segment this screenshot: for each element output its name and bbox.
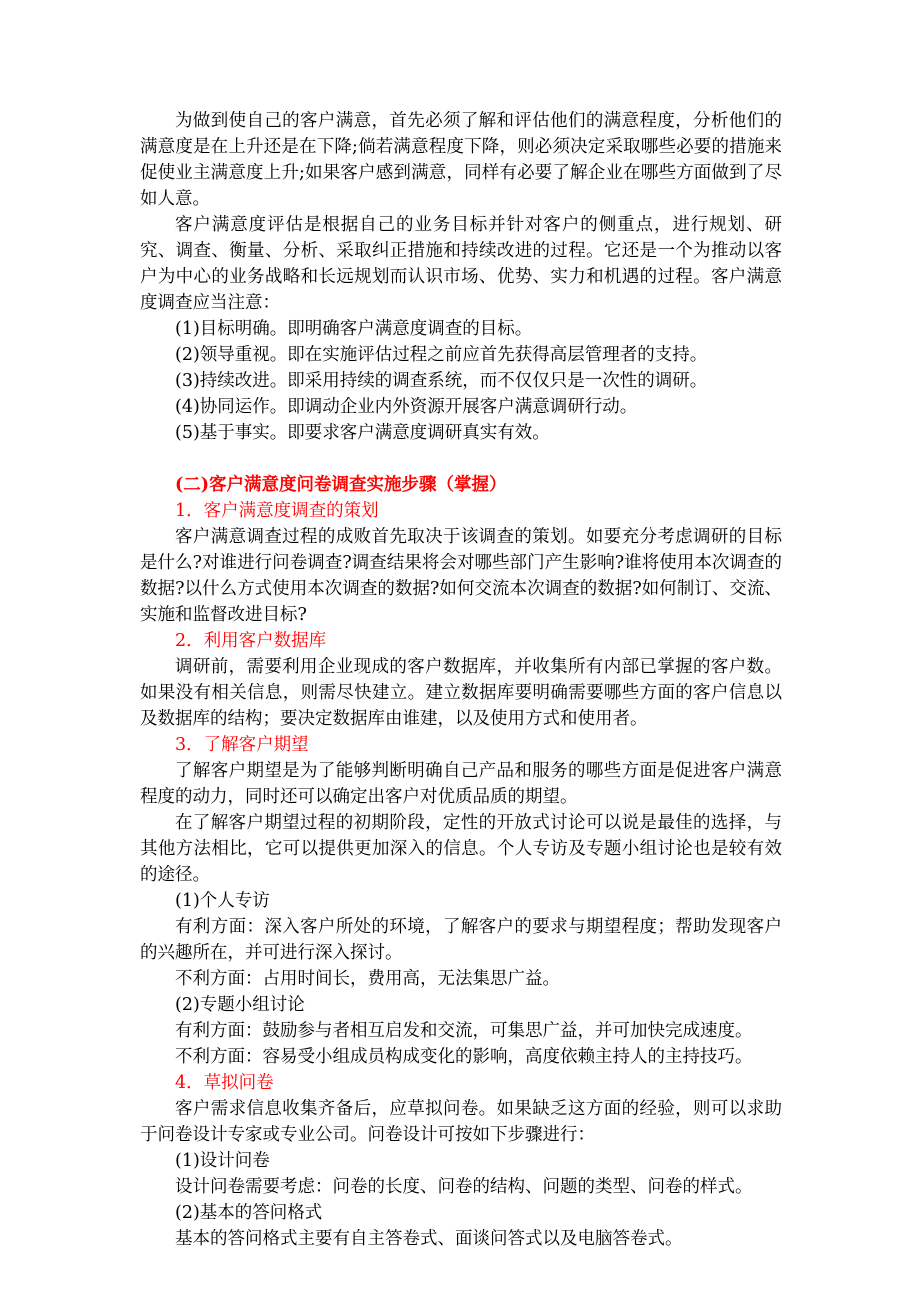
step2-text: 调研前，需要利用企业现成的客户数据库，并收集所有内部已掌握的客户数。如果没有相关信息，则需尽快建立。建立数据库要明确需要哪些方面的客户信息以及数据库的结构；要决定数据库由谁建，以及使用方式和使用者。 xyxy=(140,657,782,729)
spacer xyxy=(140,446,782,472)
step3-title: 3．了解客户期望 xyxy=(175,735,309,755)
format-text: 基本的答问格式主要有自主答卷式、面谈问答式以及电脑答卷式。 xyxy=(175,1229,683,1249)
note-item-1: (1)目标明确。即明确客户满意度调查的目标。 xyxy=(175,319,533,339)
design-title: (1)设计问卷 xyxy=(175,1151,270,1171)
note-item-4: (4)协同运作。即调动企业内外资源开展客户满意调研行动。 xyxy=(175,397,638,417)
group-title: (2)专题小组讨论 xyxy=(175,995,305,1015)
step3-text-2: 在了解客户期望过程的初期阶段，定性的开放式讨论可以说是最佳的选择，与其他方法相比，它可以提供更加深入的信息。个人专访及专题小组讨论也是较有效的途径。 xyxy=(140,813,782,885)
step2-title: 2．利用客户数据库 xyxy=(175,631,327,651)
design-text: 设计问卷需要考虑：问卷的长度、问卷的结构、问题的类型、问卷的样式。 xyxy=(175,1177,753,1197)
step3-text-1: 了解客户期望是为了能够判断明确自己产品和服务的哪些方面是促进客户满意程度的动力，同时还可以确定出客户对优质品质的期望。 xyxy=(140,761,782,807)
interview-con: 不利方面：占用时间长，费用高，无法集思广益。 xyxy=(175,969,560,989)
group-pro: 有利方面：鼓励参与者相互启发和交流，可集思广益，并可加快完成速度。 xyxy=(175,1021,753,1041)
step1-text: 客户满意调查过程的成败首先取决于该调查的策划。如要充分考虑调研的目标是什么?对谁进行问卷调查?调查结果将会对哪些部门产生影响?谁将使用本次调查的数据?以什么方式使用本次调查的数据?如何交流本次调查的数据?如何制订、交流、实施和监督改进目标? xyxy=(140,527,782,625)
intro-paragraph-1: 为做到使自己的客户满意，首先必须了解和评估他们的满意程度，分析他们的满意度是在上升还是在下降;倘若满意程度下降，则必须决定采取哪些必要的措施来促使业主满意度上升;如果客户感到满意，同样有必要了解企业在哪些方面做到了尽如人意。 xyxy=(140,111,782,209)
note-item-2: (2)领导重视。即在实施评估过程之前应首先获得高层管理者的支持。 xyxy=(175,345,708,365)
intro-paragraph-2: 客户满意度评估是根据自己的业务目标并针对客户的侧重点，进行规划、研究、调查、衡量、分析、采取纠正措施和持续改进的过程。它还是一个为推动以客户为中心的业务战略和长远规划而认识市场、优势、实力和机遇的过程。客户满意度调查应当注意： xyxy=(140,215,782,313)
step4-title: 4．草拟问卷 xyxy=(175,1073,274,1093)
step1-title: 1．客户满意度调查的策划 xyxy=(175,501,379,521)
format-title: (2)基本的答问格式 xyxy=(175,1203,323,1223)
interview-pro: 有利方面：深入客户所处的环境，了解客户的要求与期望程度；帮助发现客户的兴趣所在，并可进行深入探讨。 xyxy=(140,917,782,963)
section-title: (二)客户满意度问卷调查实施步骤（掌握） xyxy=(175,475,507,495)
interview-title: (1)个人专访 xyxy=(175,891,270,911)
note-item-5: (5)基于事实。即要求客户满意度调研真实有效。 xyxy=(175,423,550,443)
step4-text: 客户需求信息收集齐备后，应草拟问卷。如果缺乏这方面的经验，则可以求助于问卷设计专家或专业公司。问卷设计可按如下步骤进行： xyxy=(140,1099,782,1145)
note-item-3: (3)持续改进。即采用持续的调查系统，而不仅仅只是一次性的调研。 xyxy=(175,371,708,391)
group-con: 不利方面：容易受小组成员构成变化的影响，高度依赖主持人的主持技巧。 xyxy=(175,1047,753,1067)
document-body xyxy=(140,108,782,1252)
